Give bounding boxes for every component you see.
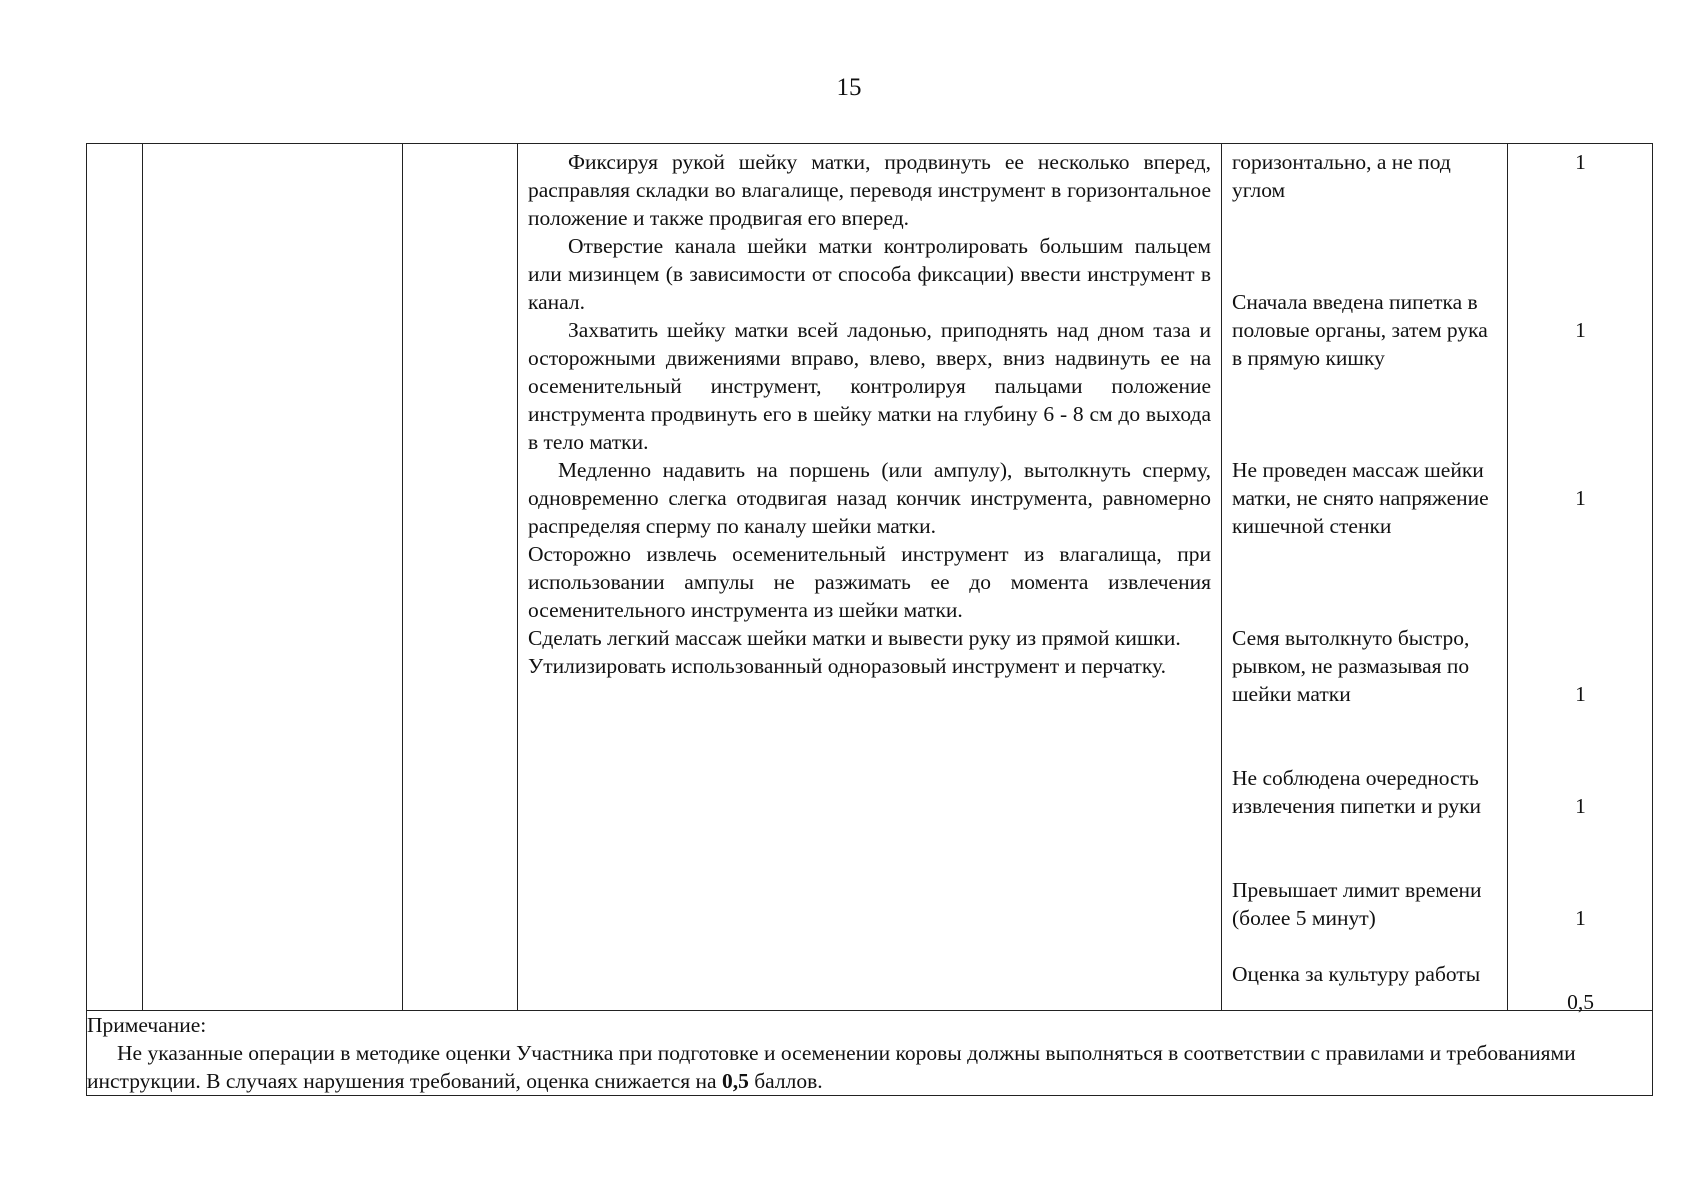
error-text: Превышает лимит времени (более 5 минут): [1232, 878, 1482, 930]
step-text: Фиксируя рукой шейку матки, продвинуть ее несколько вперед, расправляя складки во влагалище, переводя инструмент в горизонтальное положение и также продвигая его вперед.: [528, 150, 1211, 230]
step-text: Медленно надавить на поршень (или ампулу), вытолкнуть сперму, одновременно слегка отодвигая назад кончик инструмента, равномерно распределяя сперму по каналу шейки матки.: [528, 458, 1211, 538]
step-text: Отверстие канала шейки матки контролировать большим пальцем или мизинцем (в зависимости от способа фиксации) ввести инструмент в канал.: [528, 234, 1211, 314]
empty-cell-type: [403, 144, 518, 1011]
error-text: Не соблюдена очередность извлечения пипетки и руки: [1232, 766, 1482, 818]
score-value: 1: [1575, 318, 1586, 342]
score-value: 1: [1575, 906, 1586, 930]
note-bold-value: 0,5: [721, 1069, 749, 1093]
note-heading: Примечание:: [87, 1013, 207, 1037]
page-number: 15: [836, 74, 862, 101]
error-text: горизонтально, а не под углом: [1232, 150, 1451, 202]
error-text: Семя вытолкнуто быстро, рывком, не размазывая по шейки матки: [1232, 626, 1470, 706]
step-text: Сделать легкий массаж шейки матки и вывести руку из прямой кишки.: [528, 626, 1181, 650]
step-text: Утилизировать использованный одноразовый инструмент и перчатку.: [528, 654, 1166, 678]
empty-cell-number: [87, 144, 143, 1011]
note-text-before: Не указанные операции в методике оценки Участника при подготовке и осеменении коровы должны выполняться в соответствии с правилами и требованиями инструкции. В случаях нарушения требований, оценка снижается на: [87, 1041, 1576, 1093]
score-value: 1: [1575, 682, 1586, 706]
score-value: 0,5: [1567, 990, 1594, 1014]
step-text: Осторожно извлечь осеменительный инструмент из влагалища, при использовании ампулы не разжимать ее до момента извлечения осеменительного инструмента из шейки матки.: [528, 542, 1211, 622]
note-row: [87, 1011, 1653, 1096]
score-value: 1: [1575, 794, 1586, 818]
error-text: Сначала введена пипетка в половые органы, затем рука в прямую кишку: [1232, 290, 1488, 370]
table-row: [87, 144, 1653, 1011]
note-text: [87, 1039, 1652, 1095]
errors-cell: [1222, 144, 1508, 1011]
score-value: 1: [1575, 150, 1586, 174]
step-text: Захватить шейку матки всей ладонью, приподнять над дном таза и осторожными движениями вправо, влево, вверх, вниз надвинуть ее на осеменительный инструмент, контролируя пальцами положение инструмента продвинуть его в шейку матки на глубину 6 - 8 см до выхода в тело матки.: [528, 318, 1211, 454]
error-text: Оценка за культуру работы: [1232, 962, 1481, 986]
note-cell: [87, 1011, 1653, 1096]
empty-cell-criterion: [143, 144, 403, 1011]
error-text: Не проведен массаж шейки матки, не снято напряжение кишечной стенки: [1232, 458, 1489, 538]
scores-cell: [1508, 144, 1653, 1014]
assessment-table: [86, 143, 1653, 1096]
steps-cell: [518, 144, 1222, 1011]
note-text-after: баллов.: [748, 1069, 823, 1093]
score-value: 1: [1575, 486, 1586, 510]
